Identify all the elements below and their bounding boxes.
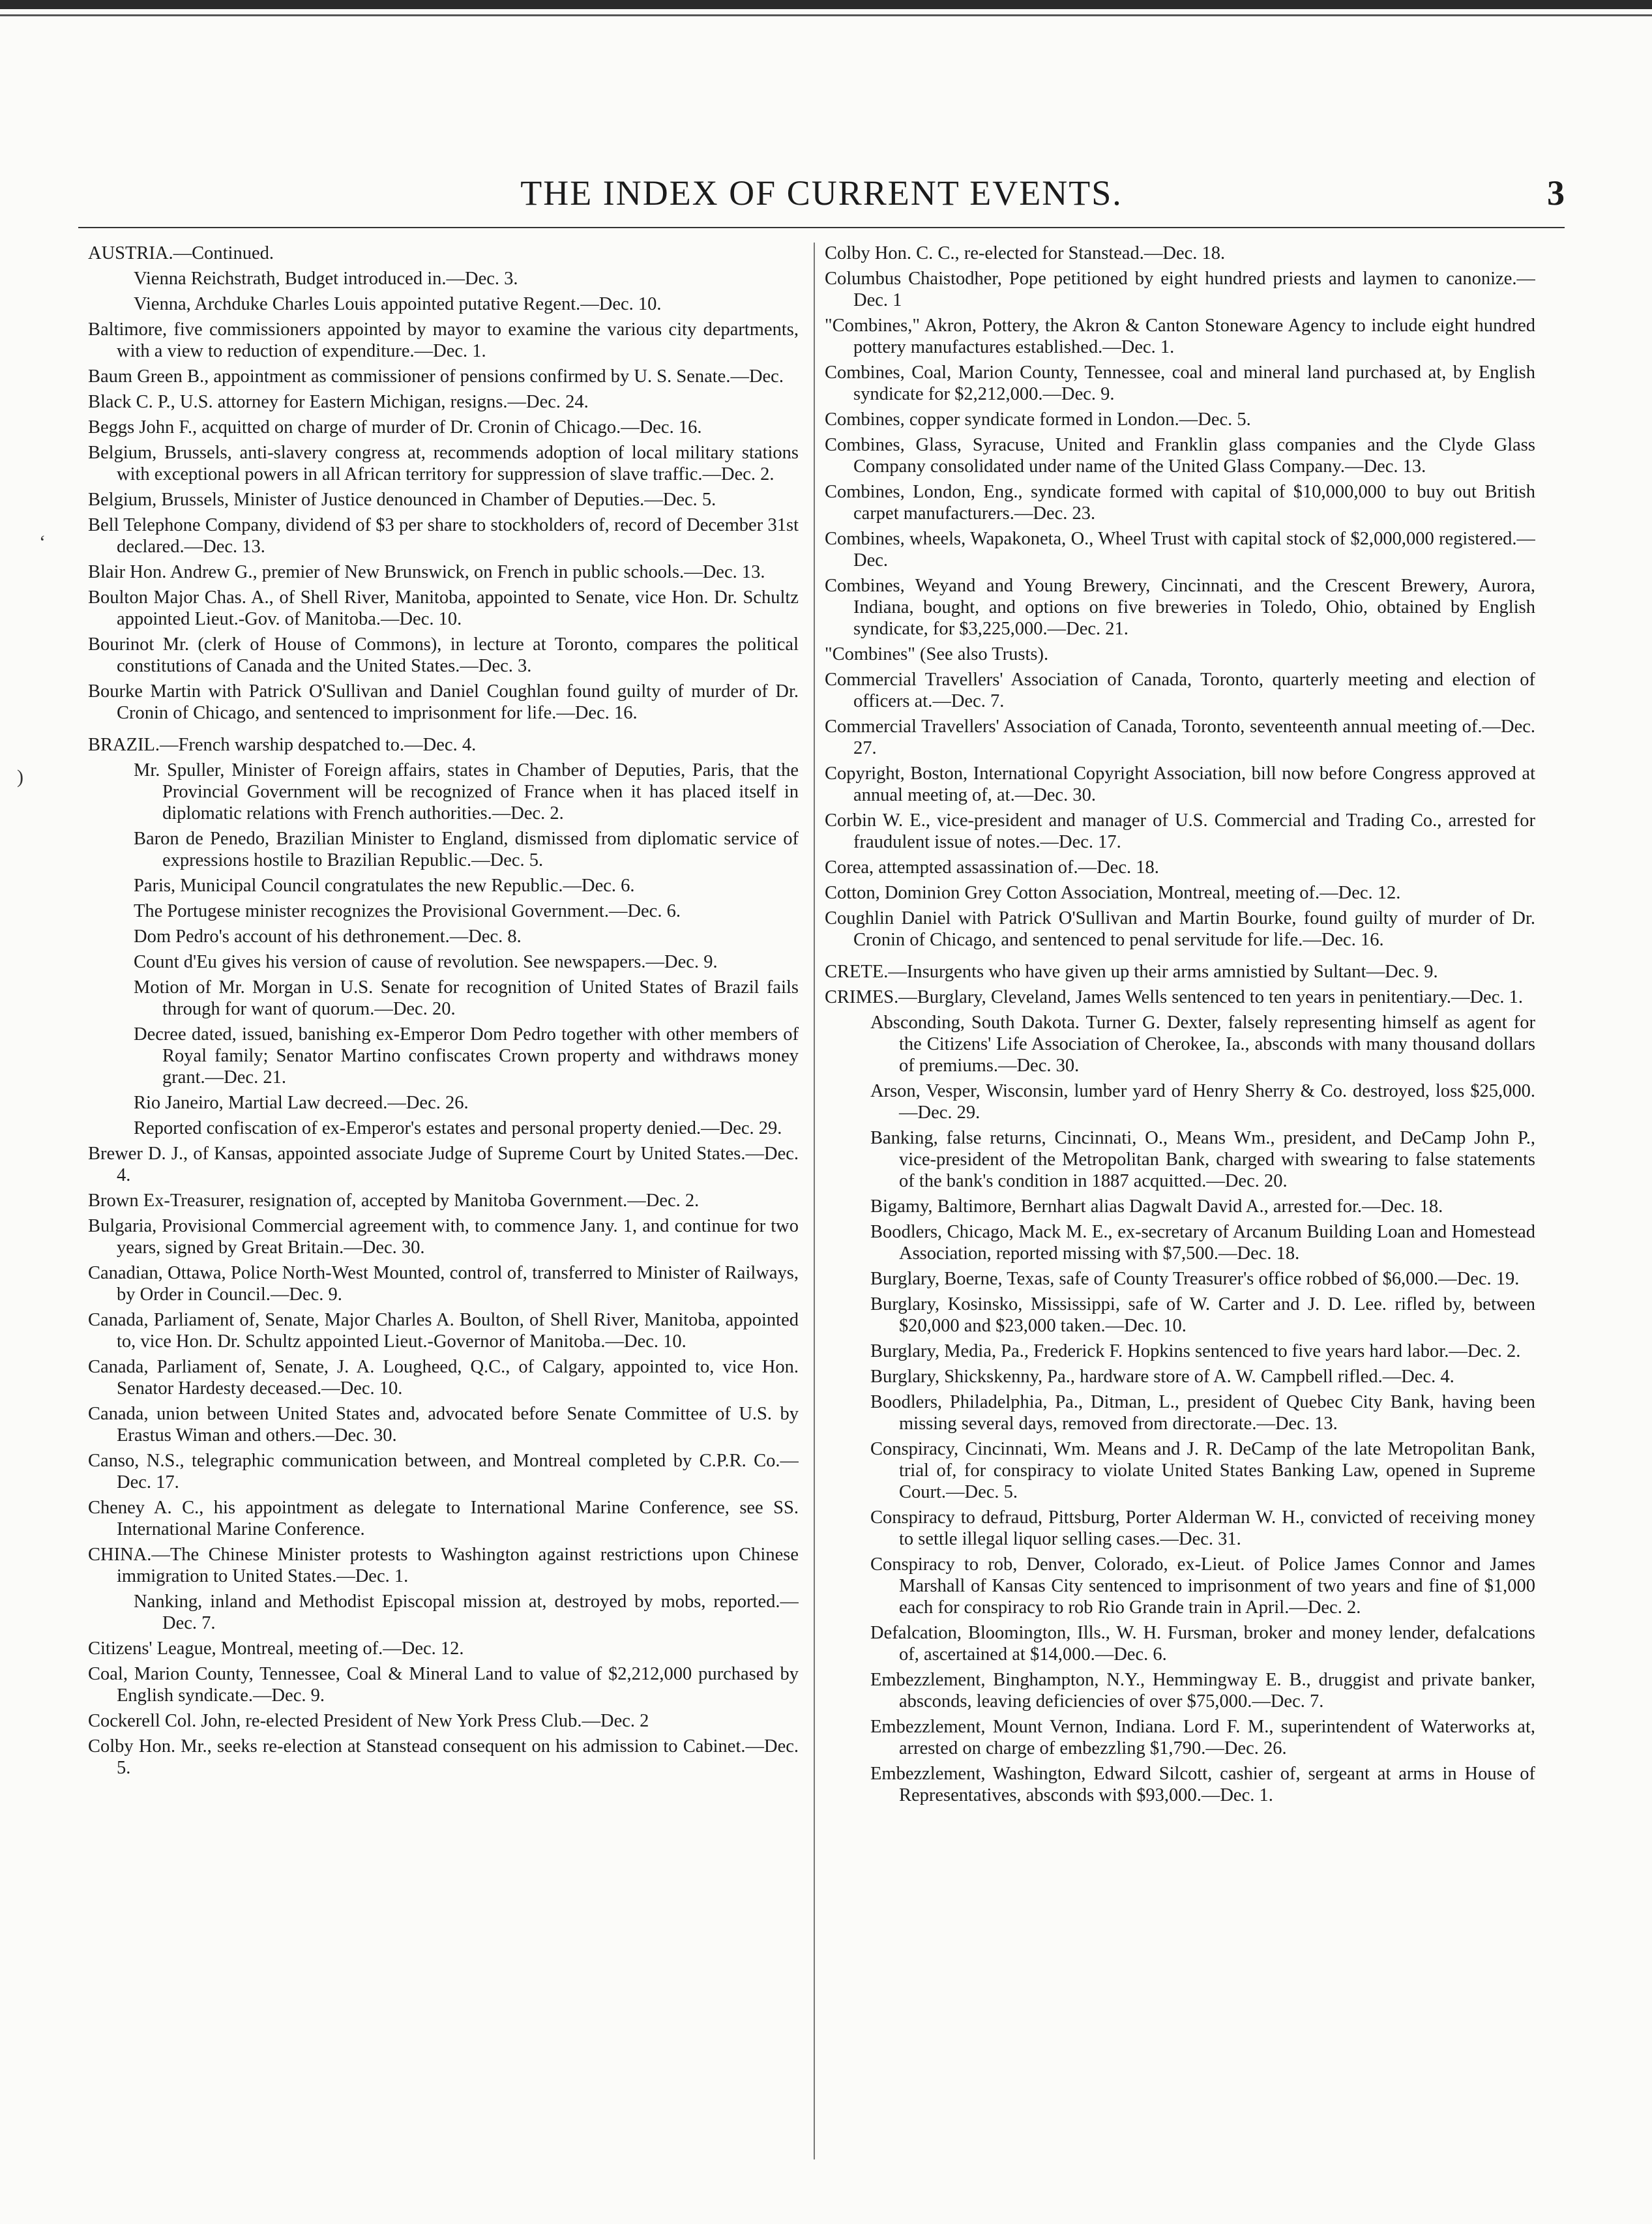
index-entry: Cheney A. C., his appointment as delegate to International Marine Conference, see SS. International Marine Conference. xyxy=(88,1498,799,1539)
page-header xyxy=(78,173,1565,222)
index-entry: Embezzlement, Mount Vernon, Indiana. Lord F. M., superintendent of Waterworks at, arrested on charge of embezzling $1,790.—Dec. 26. xyxy=(870,1717,1535,1758)
index-entry: CHINA.—The Chinese Minister protests to Washington against restrictions upon Chinese immigration to United States.—Dec. 1. xyxy=(88,1545,799,1586)
index-entry: The Portugese minister recognizes the Provisional Government.—Dec. 6. xyxy=(134,901,681,921)
top-border-rule xyxy=(0,0,1652,9)
index-entry: Boulton Major Chas. A., of Shell River, Manitoba, appointed to Senate, vice Hon. Dr. Schultz appointed Lieut.-Gov. of Manitoba.—Dec. 10. xyxy=(88,587,799,629)
index-entry: Baltimore, five commissioners appointed by mayor to examine the various city departments, with a view to reduction of expenditure.—Dec. 1. xyxy=(88,319,799,361)
index-entry: Mr. Spuller, Minister of Foreign affairs, states in Chamber of Deputies, Paris, that the Provincial Government will be recognized of France when it has placed itself in diplomatic relations with French authorities.—Dec. 2. xyxy=(134,760,799,823)
index-entry: Count d'Eu gives his version of cause of revolution. See newspapers.—Dec. 9. xyxy=(134,952,718,972)
index-entry: Belgium, Brussels, Minister of Justice denounced in Chamber of Deputies.—Dec. 5. xyxy=(88,490,716,510)
index-entry: Canada, Parliament of, Senate, J. A. Lougheed, Q.C., of Calgary, appointed to, vice Hon. Senator Hardesty deceased.—Dec. 10. xyxy=(88,1357,799,1399)
margin-mark: ) xyxy=(17,766,23,788)
index-entry: Burglary, Kosinsko, Mississippi, safe of W. Carter and J. D. Lee. rifled by, between $20,000 and $23,000 taken.—Dec. 10. xyxy=(870,1294,1535,1336)
index-entry: Cotton, Dominion Grey Cotton Association, Montreal, meeting of.—Dec. 12. xyxy=(825,883,1401,903)
page-title: THE INDEX OF CURRENT EVENTS. xyxy=(520,173,1123,213)
index-entry: Decree dated, issued, banishing ex-Emperor Dom Pedro together with other members of Royal family; Senator Martino confiscates Crown property and withdraws money grant.—Dec. 21. xyxy=(134,1024,799,1088)
left-column xyxy=(88,243,799,2172)
index-entry: Dom Pedro's account of his dethronement.—Dec. 8. xyxy=(134,927,522,947)
index-entry: Motion of Mr. Morgan in U.S. Senate for recognition of United States of Brazil fails through for want of quorum.—Dec. 20. xyxy=(134,977,799,1019)
index-entry: Columbus Chaistodher, Pope petitioned by eight hundred priests and laymen to canonize.—Dec. 1 xyxy=(825,269,1535,310)
index-entry: Arson, Vesper, Wisconsin, lumber yard of Henry Sherry & Co. destroyed, loss $25,000.—Dec. 29. xyxy=(870,1081,1535,1123)
index-entry: Embezzlement, Binghampton, N.Y., Hemmingway E. B., druggist and private banker, absconds, leaving deficiencies of over $75,000.—Dec. 7. xyxy=(870,1670,1535,1712)
index-entry: Defalcation, Bloomington, Ills., W. H. Fursman, broker and money lender, defalcations of, ascertained at $14,000.—Dec. 6. xyxy=(870,1623,1535,1665)
index-entry: Coughlin Daniel with Patrick O'Sullivan and Martin Bourke, found guilty of murder of Dr. Cronin of Chicago, and sentenced to penal servitude for life.—Dec. 16. xyxy=(825,908,1535,950)
index-entry: Vienna Reichstrath, Budget introduced in.—Dec. 3. xyxy=(134,269,518,289)
index-entry: Combines, Coal, Marion County, Tennessee, coal and mineral land purchased at, by English syndicate for $2,212,000.—Dec. 9. xyxy=(825,363,1535,404)
index-entry: Corbin W. E., vice-president and manager of U.S. Commercial and Trading Co., arrested for fraudulent issue of notes.—Dec. 17. xyxy=(825,810,1535,852)
index-entry: Burglary, Shickskenny, Pa., hardware store of A. W. Campbell rifled.—Dec. 4. xyxy=(870,1367,1454,1387)
index-entry: Combines, copper syndicate formed in London.—Dec. 5. xyxy=(825,409,1251,430)
index-entry: Banking, false returns, Cincinnati, O., Means Wm., president, and DeCamp John P., vice-president of the Metropolitan Bank, charged with swearing to false statements of the bank's condition in 1887 acquitted.—Dec. 20. xyxy=(870,1128,1535,1191)
index-entry: Black C. P., U.S. attorney for Eastern Michigan, resigns.—Dec. 24. xyxy=(88,392,589,412)
index-entry: Canso, N.S., telegraphic communication between, and Montreal completed by C.P.R. Co.—Dec. 17. xyxy=(88,1451,799,1492)
index-entry: Combines, Glass, Syracuse, United and Franklin glass companies and the Clyde Glass Company consolidated under name of the United Glass Company.—Dec. 13. xyxy=(825,435,1535,477)
index-entry: Vienna, Archduke Charles Louis appointed putative Regent.—Dec. 10. xyxy=(134,294,662,314)
index-entry: Combines, Weyand and Young Brewery, Cincinnati, and the Crescent Brewery, Aurora, Indiana, bought, and options on five breweries in Toledo, Ohio, obtained by English syndicate, for $3,225,000.—Dec. 21. xyxy=(825,576,1535,639)
index-entry: "Combines," Akron, Pottery, the Akron & Canton Stoneware Agency to include eight hundred pottery manufactures established.—Dec. 1. xyxy=(825,316,1535,357)
header-rule xyxy=(78,227,1565,228)
index-entry: Combines, London, Eng., syndicate formed with capital of $10,000,000 to buy out British carpet manufacturers.—Dec. 23. xyxy=(825,482,1535,524)
index-entry: Bell Telephone Company, dividend of $3 per share to stockholders of, record of December 31st declared.—Dec. 13. xyxy=(88,515,799,557)
page-number: 3 xyxy=(1547,173,1565,213)
index-entry: Baron de Penedo, Brazilian Minister to England, dismissed from diplomatic service of expressions hostile to Brazilian Republic.—Dec. 5. xyxy=(134,829,799,870)
index-entry: Conspiracy, Cincinnati, Wm. Means and J. R. DeCamp of the late Metropolitan Bank, trial of, for conspiracy to violate United States Banking Law, opened in Supreme Court.—Dec. 5. xyxy=(870,1439,1535,1502)
index-entry: Commercial Travellers' Association of Canada, Toronto, quarterly meeting and election of officers at.—Dec. 7. xyxy=(825,670,1535,711)
index-entry: Rio Janeiro, Martial Law decreed.—Dec. 26. xyxy=(134,1093,469,1113)
index-entry: Colby Hon. Mr., seeks re-election at Stanstead consequent on his admission to Cabinet.—Dec. 5. xyxy=(88,1736,799,1778)
right-column xyxy=(825,243,1535,2172)
index-entry: CRETE.—Insurgents who have given up their arms amnistied by Sultant—Dec. 9. xyxy=(825,962,1438,982)
margin-mark: ‘ xyxy=(39,531,46,553)
index-entry: Embezzlement, Washington, Edward Silcott, cashier of, sergeant at arms in House of Representatives, absconds with $93,000.—Dec. 1. xyxy=(870,1764,1535,1805)
index-entry: Coal, Marion County, Tennessee, Coal & Mineral Land to value of $2,212,000 purchased by English syndicate.—Dec. 9. xyxy=(88,1664,799,1706)
index-entry: Bourinot Mr. (clerk of House of Commons), in lecture at Toronto, compares the political constitutions of Canada and the United States.—Dec. 3. xyxy=(88,634,799,676)
index-entry: Paris, Municipal Council congratulates the new Republic.—Dec. 6. xyxy=(134,876,635,896)
index-entry: Bigamy, Baltimore, Bernhart alias Dagwalt David A., arrested for.—Dec. 18. xyxy=(870,1196,1443,1217)
top-border-rule-thin xyxy=(0,14,1652,16)
index-entry: Colby Hon. C. C., re-elected for Stanstead.—Dec. 18. xyxy=(825,243,1226,263)
index-entry: Conspiracy to defraud, Pittsburg, Porter Alderman W. H., convicted of receiving money to settle illegal liquor selling cases.—Dec. 31. xyxy=(870,1507,1535,1549)
index-entry: Cockerell Col. John, re-elected President of New York Press Club.—Dec. 2 xyxy=(88,1711,649,1731)
index-entry: Canada, union between United States and, advocated before Senate Committee of U.S. by Erastus Wiman and others.—Dec. 30. xyxy=(88,1404,799,1446)
index-entry: Baum Green B., appointment as commissioner of pensions confirmed by U. S. Senate.—Dec. xyxy=(88,366,784,387)
index-entry: Brown Ex-Treasurer, resignation of, accepted by Manitoba Government.—Dec. 2. xyxy=(88,1191,700,1211)
index-entry: Boodlers, Philadelphia, Pa., Ditman, L., president of Quebec City Bank, having been missing several days, removed from directorate.—Dec. 13. xyxy=(870,1392,1535,1434)
index-entry: Boodlers, Chicago, Mack M. E., ex-secretary of Arcanum Building Loan and Homestead Association, reported missing with $7,500.—Dec. 18. xyxy=(870,1222,1535,1264)
index-entry: Beggs John F., acquitted on charge of murder of Dr. Cronin of Chicago.—Dec. 16. xyxy=(88,417,702,437)
index-entry: "Combines" (See also Trusts). xyxy=(825,644,1049,664)
index-entry: Commercial Travellers' Association of Canada, Toronto, seventeenth annual meeting of.—Dec. 27. xyxy=(825,717,1535,758)
index-entry: CRIMES.—Burglary, Cleveland, James Wells sentenced to ten years in penitentiary.—Dec. 1. xyxy=(825,987,1523,1007)
index-entry: Belgium, Brussels, anti-slavery congress at, recommends adoption of local military stations with exceptional powers in all African territory for suppression of slave traffic.—Dec. 2. xyxy=(88,443,799,484)
index-entry: Reported confiscation of ex-Emperor's estates and personal property denied.—Dec. 29. xyxy=(134,1118,782,1138)
index-entry: BRAZIL.—French warship despatched to.—Dec. 4. xyxy=(88,735,477,755)
index-entry: Corea, attempted assassination of.—Dec. 18. xyxy=(825,857,1159,878)
index-entry: Brewer D. J., of Kansas, appointed associate Judge of Supreme Court by United States.—Dec. 4. xyxy=(88,1144,799,1185)
index-entry: Copyright, Boston, International Copyright Association, bill now before Congress approved at annual meeting of, at.—Dec. 30. xyxy=(825,764,1535,805)
index-entry: Conspiracy to rob, Denver, Colorado, ex-Lieut. of Police James Connor and James Marshall of Kansas City sentenced to imprisonment of two years and fine of $1,000 each for conspiracy to rob Rio Grande train in April.—Dec. 2. xyxy=(870,1554,1535,1618)
index-entry: Burglary, Media, Pa., Frederick F. Hopkins sentenced to five years hard labor.—Dec. 2. xyxy=(870,1341,1521,1361)
index-entry: Blair Hon. Andrew G., premier of New Brunswick, on French in public schools.—Dec. 13. xyxy=(88,562,765,582)
index-entry: Nanking, inland and Methodist Episcopal mission at, destroyed by mobs, reported.—Dec. 7. xyxy=(134,1592,799,1633)
index-entry: Bourke Martin with Patrick O'Sullivan and Daniel Coughlan found guilty of murder of Dr. Cronin of Chicago, and sentenced to imprisonment for life.—Dec. 16. xyxy=(88,681,799,723)
index-entry: AUSTRIA.—Continued. xyxy=(88,243,274,263)
index-entry: Combines, wheels, Wapakoneta, O., Wheel Trust with capital stock of $2,000,000 registered.—Dec. xyxy=(825,529,1535,571)
index-entry: Canada, Parliament of, Senate, Major Charles A. Boulton, of Shell River, Manitoba, appointed to, vice Hon. Dr. Schultz appointed Lieut.-Governor of Manitoba.—Dec. 10. xyxy=(88,1310,799,1352)
index-entry: Bulgaria, Provisional Commercial agreement with, to commence Jany. 1, and continue for two years, signed by Great Britain.—Dec. 30. xyxy=(88,1216,799,1258)
index-entry: Citizens' League, Montreal, meeting of.—Dec. 12. xyxy=(88,1638,464,1659)
column-divider xyxy=(814,243,815,2159)
index-entry: Burglary, Boerne, Texas, safe of County Treasurer's office robbed of $6,000.—Dec. 19. xyxy=(870,1269,1520,1289)
index-entry: Canadian, Ottawa, Police North-West Mounted, control of, transferred to Minister of Railways, by Order in Council.—Dec. 9. xyxy=(88,1263,799,1305)
index-entry: Absconding, South Dakota. Turner G. Dexter, falsely representing himself as agent for the Citizens' Life Association of Cherokee, Ia., absconds with many thousand dollars of premiums.—Dec. 30. xyxy=(870,1013,1535,1076)
